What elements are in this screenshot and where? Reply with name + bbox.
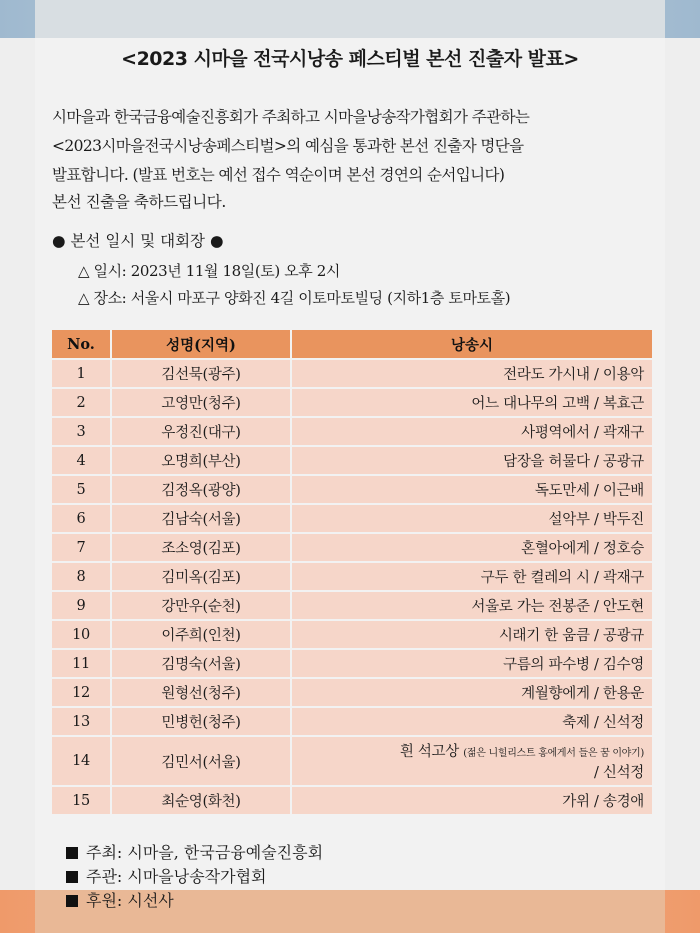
row-no: 2 — [52, 389, 112, 416]
finalists-table — [52, 328, 652, 816]
intro-line-2: <2023시마을전국시낭송페스티벌>의 예심을 통과한 본선 진출자 명단을 — [52, 137, 524, 155]
row-no: 9 — [52, 592, 112, 619]
row-name: 조소영(김포) — [112, 534, 292, 561]
row-poem: 계월향에게 / 한용운 — [292, 679, 652, 706]
row-name: 김선묵(광주) — [112, 360, 292, 387]
schedule-venue: △ 장소: 서울시 마포구 양화진 4길 이토마토빌딩 (지하1층 토마토홀) — [78, 289, 511, 307]
row-poem: 축제 / 신석정 — [292, 708, 652, 735]
row-name: 김정옥(광양) — [112, 476, 292, 503]
table-row — [52, 360, 652, 387]
table-row — [52, 505, 652, 532]
row-no: 11 — [52, 650, 112, 677]
organizer-text: 주관: 시마을낭송작가협회 — [86, 867, 267, 886]
row-name: 오명희(부산) — [112, 447, 292, 474]
intro-line-1: 시마을과 한국금융예술진흥회가 주최하고 시마을낭송작가협회가 주관하는 — [52, 108, 530, 126]
row-name: 이주희(인천) — [112, 621, 292, 648]
row-name: 강만우(순천) — [112, 592, 292, 619]
table-row — [52, 476, 652, 503]
row-poem: 가위 / 송경애 — [292, 787, 652, 814]
row-poem — [292, 737, 652, 785]
host-text: 주최: 시마을, 한국금융예술진흥회 — [86, 843, 324, 862]
intro-paragraph — [52, 103, 672, 190]
schedule-heading: ● 본선 일시 및 대회장 ● — [52, 232, 224, 250]
table-row — [52, 650, 652, 677]
row-name: 김민서(서울) — [112, 737, 292, 785]
row-poem: 설악부 / 박두진 — [292, 505, 652, 532]
square-bullet-icon — [66, 847, 78, 859]
table-row — [52, 534, 652, 561]
page-title: <2023 시마을 전국시낭송 페스티벌 본선 진출자 발표> — [121, 48, 579, 70]
row-name: 민병헌(청주) — [112, 708, 292, 735]
row-name: 원형선(청주) — [112, 679, 292, 706]
row-no: 12 — [52, 679, 112, 706]
row-no: 5 — [52, 476, 112, 503]
row-poem: 구름의 파수병 / 김수영 — [292, 650, 652, 677]
row-poem: 서울로 가는 전봉준 / 안도현 — [292, 592, 652, 619]
sponsor-text: 후원: 시선사 — [86, 891, 174, 910]
sponsor-line — [66, 888, 174, 911]
top-band — [0, 0, 700, 38]
row-no: 13 — [52, 708, 112, 735]
table-header-row — [52, 330, 652, 358]
row-name: 최순영(화천) — [112, 787, 292, 814]
row-poem: 담장을 허물다 / 공광규 — [292, 447, 652, 474]
poem-line-1 — [292, 740, 644, 761]
intro-line-3: 발표합니다. (발표 번호는 예선 접수 역순이며 본선 경연의 순서입니다) — [52, 166, 505, 184]
header-poem: 낭송시 — [292, 330, 652, 358]
row-poem: 독도만세 / 이근배 — [292, 476, 652, 503]
table-row — [52, 737, 652, 785]
table-row — [52, 592, 652, 619]
table-row — [52, 621, 652, 648]
row-poem: 사평역에서 / 곽재구 — [292, 418, 652, 445]
header-no: No. — [52, 330, 112, 358]
row-name: 김명숙(서울) — [112, 650, 292, 677]
row-name: 김남숙(서울) — [112, 505, 292, 532]
table-row — [52, 787, 652, 814]
row-name: 우정진(대구) — [112, 418, 292, 445]
row-no: 4 — [52, 447, 112, 474]
row-no: 7 — [52, 534, 112, 561]
organizer-line — [66, 864, 267, 887]
row-no: 10 — [52, 621, 112, 648]
row-no: 15 — [52, 787, 112, 814]
poem-title: 흰 석고상 — [399, 744, 459, 760]
row-no: 6 — [52, 505, 112, 532]
row-poem: 시래기 한 움큼 / 공광규 — [292, 621, 652, 648]
table-row — [52, 708, 652, 735]
table-row — [52, 418, 652, 445]
row-name: 고영만(청주) — [112, 389, 292, 416]
poem-subtitle: (젊은 니힐리스트 홍에게서 들은 꿈 이야기) — [463, 748, 644, 759]
row-poem: 전라도 가시내 / 이용악 — [292, 360, 652, 387]
row-name: 김미옥(김포) — [112, 563, 292, 590]
square-bullet-icon — [66, 871, 78, 883]
host-line — [66, 840, 323, 863]
table-row — [52, 389, 652, 416]
row-no: 3 — [52, 418, 112, 445]
row-poem: 어느 대나무의 고백 / 복효근 — [292, 389, 652, 416]
table-row — [52, 447, 652, 474]
square-bullet-icon — [66, 895, 78, 907]
poem-author: / 신석정 — [593, 765, 644, 781]
schedule-date: △ 일시: 2023년 11월 18일(토) 오후 2시 — [78, 262, 341, 280]
table-row — [52, 563, 652, 590]
row-poem: 혼혈아에게 / 정호승 — [292, 534, 652, 561]
row-no: 8 — [52, 563, 112, 590]
row-no: 14 — [52, 737, 112, 785]
row-no: 1 — [52, 360, 112, 387]
congrats-text: 본선 진출을 축하드립니다. — [52, 193, 226, 211]
header-name: 성명(지역) — [112, 330, 292, 358]
table-row — [52, 679, 652, 706]
row-poem: 구두 한 켤레의 시 / 곽재구 — [292, 563, 652, 590]
